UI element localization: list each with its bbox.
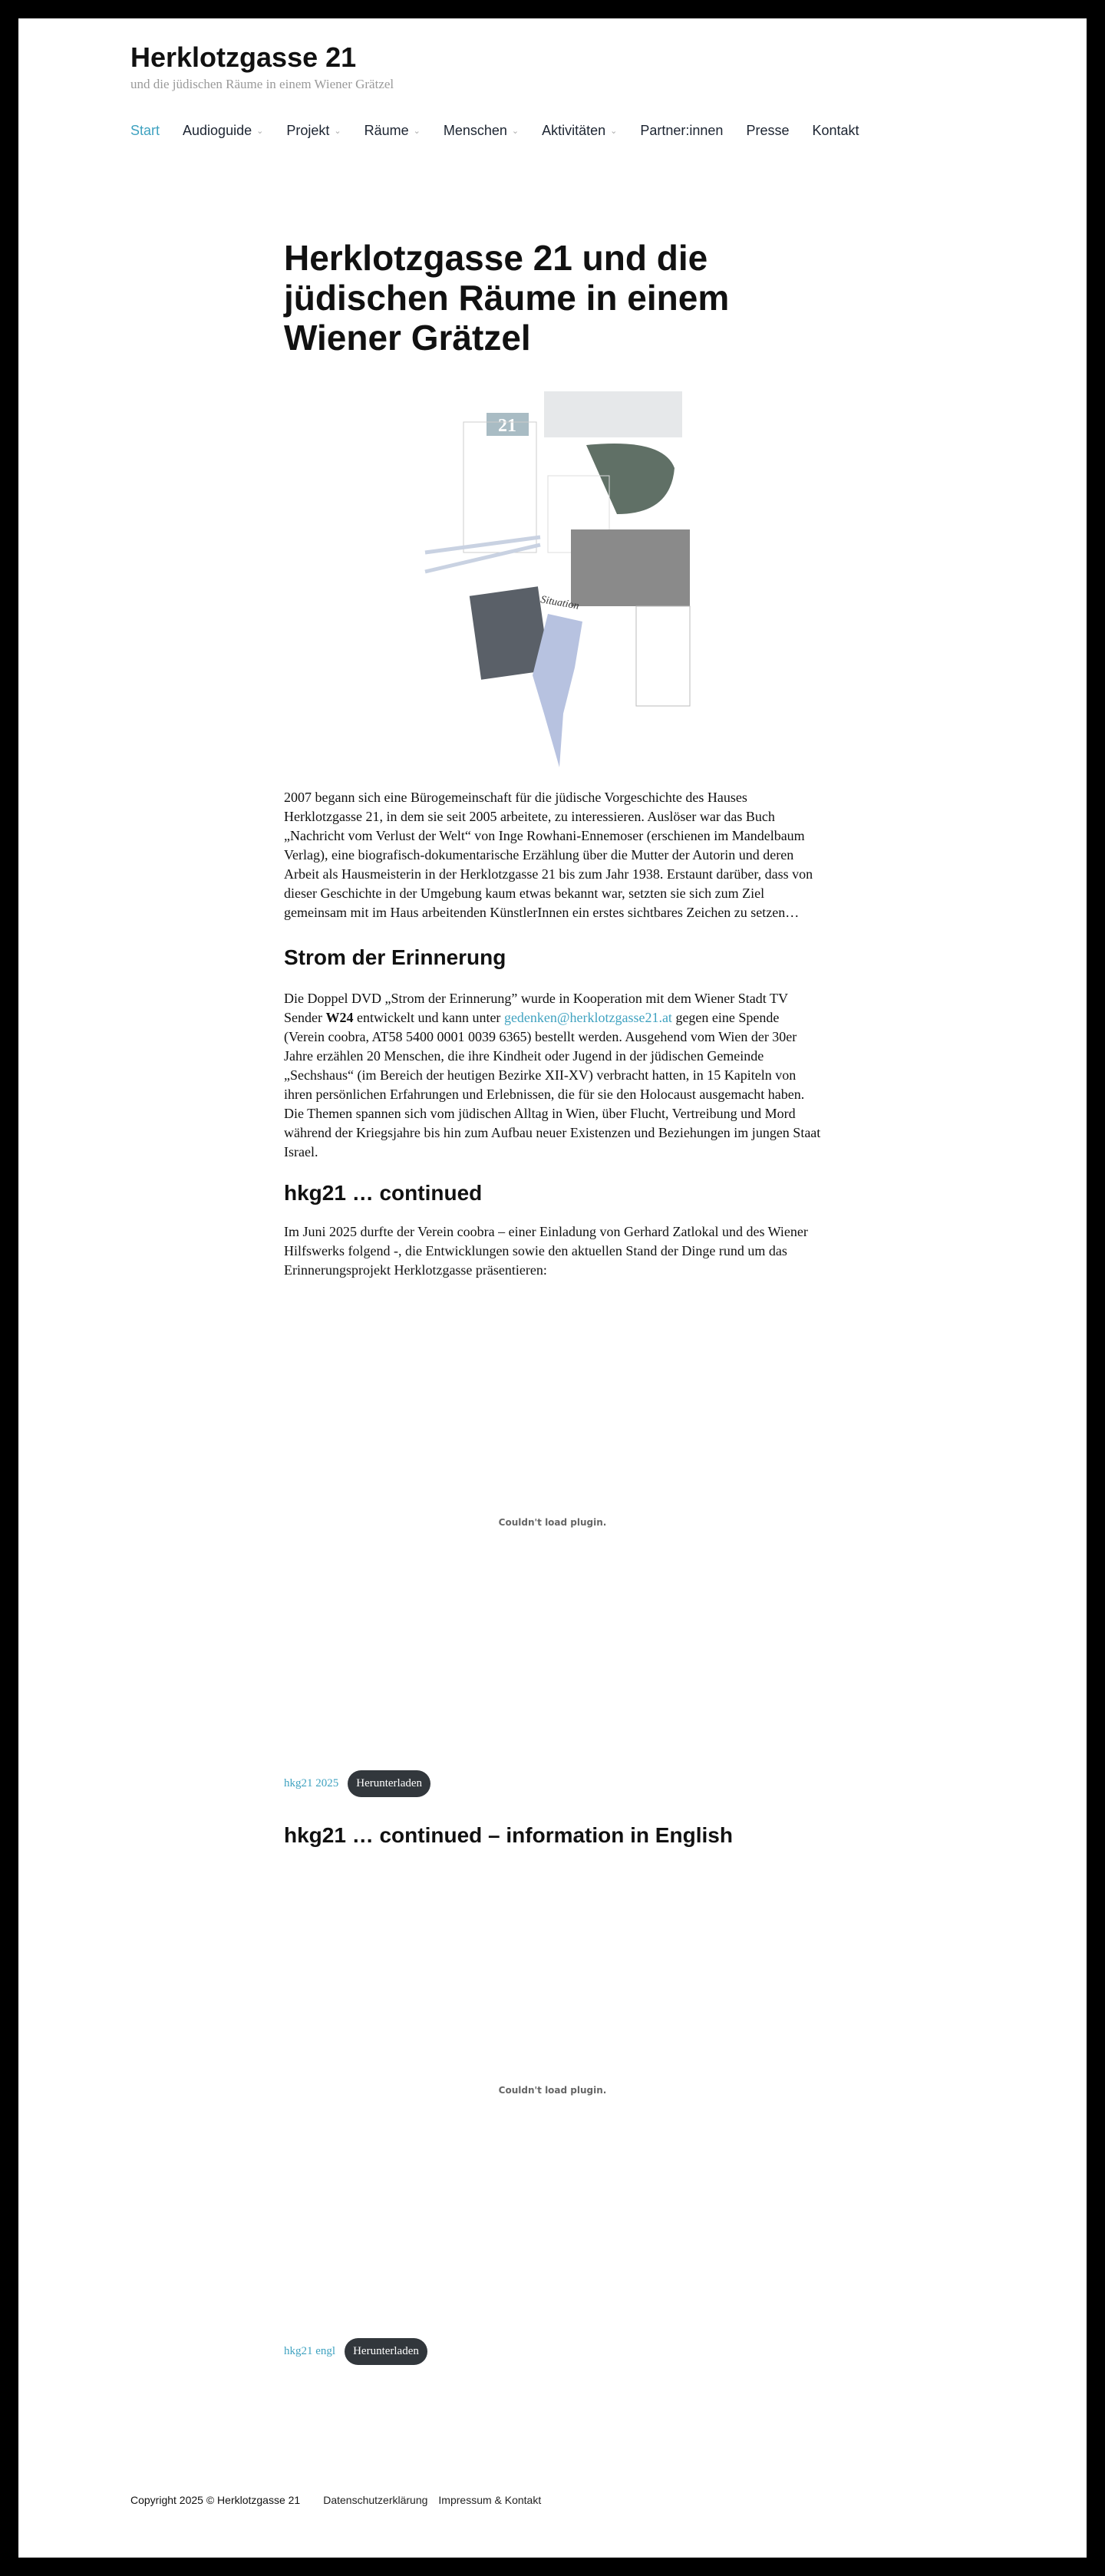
svg-text:Situation: Situation: [539, 594, 580, 612]
text: entwickelt und kann unter: [353, 1010, 504, 1025]
section-heading: hkg21 … continued – information in English: [284, 1823, 733, 1847]
file-block: [284, 1770, 430, 1797]
pdf-embed[interactable]: [284, 1860, 821, 2320]
nav-label: Presse: [746, 123, 790, 138]
nav-label: Start: [130, 123, 160, 138]
plugin-error: Couldn't load plugin.: [498, 2085, 607, 2096]
footer-link-impressum[interactable]: Impressum & Kontakt: [438, 2494, 542, 2506]
chevron-down-icon: ⌄: [256, 127, 264, 136]
dvd-paragraph: [284, 989, 821, 1162]
nav-label: Räume: [364, 123, 409, 138]
nav-projekt[interactable]: [286, 123, 341, 139]
file-link[interactable]: hkg21 2025: [284, 1777, 339, 1789]
nav-label: Menschen: [443, 123, 507, 138]
email-link[interactable]: gedenken@herklotzgasse21.at: [503, 1010, 672, 1025]
page-title: Herklotzgasse 21 und die jüdischen Räume in einem Wiener Grätzel: [284, 238, 730, 358]
nav-label: Partner:innen: [640, 123, 724, 138]
w24-bold: W24: [325, 1010, 354, 1025]
download-button[interactable]: Herunterladen: [345, 2338, 427, 2365]
collage-image: [410, 391, 694, 779]
chevron-down-icon: ⌄: [413, 127, 421, 136]
nav-partnerinnen[interactable]: [640, 123, 723, 139]
site-title[interactable]: Herklotzgasse 21: [130, 41, 357, 73]
chevron-down-icon: ⌄: [610, 127, 618, 136]
chevron-down-icon: ⌄: [511, 127, 520, 136]
site-tagline: und die jüdischen Räume in einem Wiener Grätzel: [130, 77, 394, 91]
footer-link-datenschutz[interactable]: Datenschutzerklärung: [323, 2494, 428, 2506]
chevron-down-icon: ⌄: [334, 127, 341, 136]
nav-menschen[interactable]: [444, 123, 519, 139]
section-heading: hkg21 … continued: [284, 1181, 483, 1205]
nav-presse[interactable]: [746, 123, 789, 139]
file-block: [284, 2338, 427, 2365]
nav-kontakt[interactable]: [812, 123, 859, 139]
copyright: Copyright 2025 © Herklotzgasse 21: [130, 2494, 301, 2506]
text: Die Doppel DVD „Strom der Erinnerung” wurde in Kooperation mit dem Wiener Stadt TV Sender: [284, 991, 788, 1025]
section-heading: Strom der Erinnerung: [284, 945, 506, 969]
nav-audioguide[interactable]: [183, 123, 263, 139]
continued-paragraph: Im Juni 2025 durfte der Verein coobra – einer Einladung von Gerhard Zatlokal und des Wiener Hilfswerks folgend -, die Entwicklungen sowie den aktuellen Stand der Dinge rund um das Erinnerungsprojekt Herklotzgasse präsentieren:: [284, 1224, 808, 1278]
nav-label: Audioguide: [183, 123, 252, 138]
nav-label: Projekt: [286, 123, 330, 138]
main-nav: [130, 123, 882, 139]
footer-links: [323, 2494, 541, 2506]
pdf-embed[interactable]: [284, 1292, 821, 1753]
nav-start[interactable]: [130, 123, 160, 139]
page: [18, 18, 1087, 2558]
nav-label: Kontakt: [812, 123, 859, 138]
file-link[interactable]: hkg21 engl: [284, 2345, 336, 2357]
nav-label: Aktivitäten: [542, 123, 606, 138]
plugin-error: Couldn't load plugin.: [498, 1517, 607, 1528]
download-button[interactable]: Herunterladen: [348, 1770, 430, 1797]
intro-paragraph: 2007 begann sich eine Bürogemeinschaft für die jüdische Vorgeschichte des Hauses Herklotzgasse 21, in dem sie seit 2005 arbeitete, zu interessieren. Auslöser war das Buch „Nachricht vom Verlust der Welt“ von Inge Rowhani-Ennemoser (erschienen im Mandelbaum Verlag), eine biografisch-dokumentarische Erzählung über die Mutter der Autorin und deren Arbeit als Hausmeisterin in der Herklotzgasse 21 bis zum Jahr 1938. Erstaunt darüber, dass von dieser Geschichte in der Umgebung kaum etwas bekannt war, setzten sie sich zum Ziel gemeinsam mit im Haus arbeitenden KünstlerInnen ein erstes sichtbares Zeichen zu setzen…: [284, 790, 813, 920]
text: gegen eine Spende (Verein coobra, AT58 5400 0001 0039 6365) bestellt werden. Ausgehend vom Wien der 30er Jahre erzählen 20 Menschen, die ihre Kindheit oder Jugend in der jüdischen Gemeinde „Sechshaus“ (im Bereich der heutigen Bezirke XII-XV) verbracht hatten, in 15 Kapiteln von ihren persönlichen Erfahrungen und Erlebnissen, die für sie den Holocaust ausgemacht haben. Die Themen spannen sich vom jüdischen Alltag in Wien, über Flucht, Vertreibung und Mord während der Kriegsjahre bis hin zum Aufbau neuer Existenzen und Beziehungen im jungen Staat Israel.: [284, 1010, 821, 1159]
nav-raeume[interactable]: [364, 123, 421, 139]
nav-aktivitaeten[interactable]: [542, 123, 617, 139]
svg-text:21: 21: [498, 416, 516, 436]
footer: [130, 2494, 541, 2506]
